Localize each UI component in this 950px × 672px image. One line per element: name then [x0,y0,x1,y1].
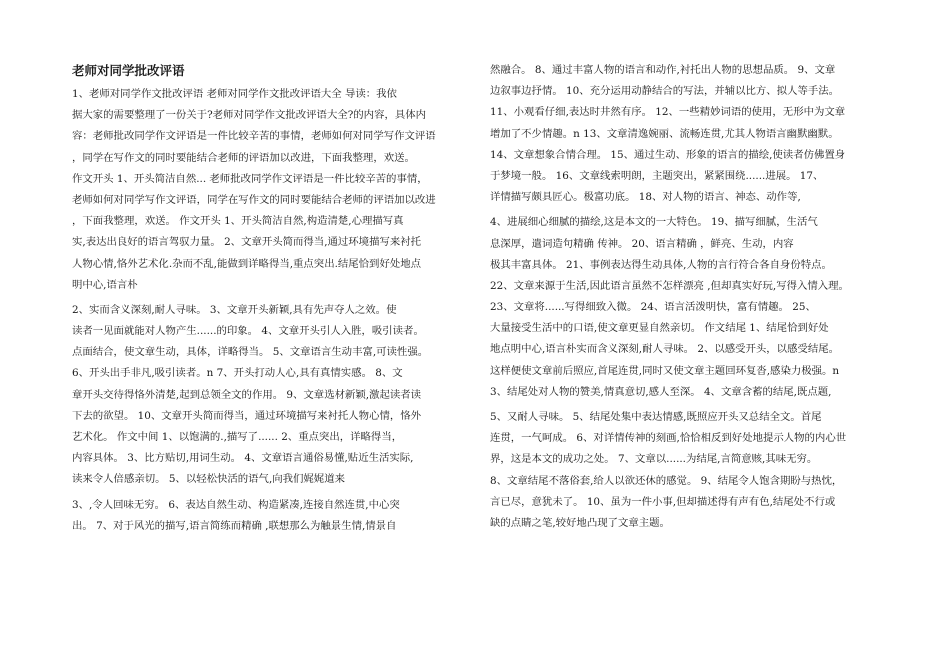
text-line: 老师如何对同学写作文评语，同学在写作文的同时要能结合老师的评语加以改进 [72,193,436,206]
text-line: 缺的点睛之笔,较好地凸现了文章主题。 [490,516,670,529]
text-line: 连贯，一气呵成。 6、对详情传神的刻画,恰恰相反到好处地提示人物的内心世 [490,432,847,445]
text-line: 人物心情,恪外艺术化.杂而不乱,能做到详略得当,重点突出.结尾恰到好处地点 [72,257,422,270]
text-line: 据大家的需要整理了一份关于?老师对同学作文批改评语大全?的内容，具体内 [72,109,427,122]
text-line: 下去的欲望。 10、文章开头简而得当，通过环境描写来衬托人物心情，恪外 [72,409,422,422]
text-line: 界，这是本文的成功之处。 7、文章以......为结尾,言简意赅,其味无穷。 [490,453,818,466]
text-line: 章开头交待得恪外清楚,起到总领全文的作用。 9、文章选材新颖,激起读者读 [72,388,422,401]
text-line: 2、实而含义深刻,耐人寻味。 3、文章开头新颖,具有先声夺人之效。使 [72,303,397,316]
text-line: 11、小观看仔细,表达时井然有序。 12、一些精妙词语的使用，无形中为文章 [490,106,846,119]
text-line: 22、文章来源于生活,因此语言虽然不怎样漂亮 ,但却真实好玩,写得入情入理。 [490,279,849,292]
text-line: ，同学在写作文的同时要能结合老师的评语加以改进，下面我整理，欢送。 [72,151,415,164]
text-line: 14、文章想象合情合理。 15、通过生动、形象的语言的描绘,使读者仿佛置身 [490,148,846,161]
text-line: 实,表达出良好的语言驾驭力量。 2、文章开头简而得当,通过环境描写来衬托 [72,236,422,249]
text-line: 言已尽，意犹未了。 10、虽为一件小事,但却描述得有声有色,结尾处不行或 [490,495,836,508]
right-paragraph-2 [490,212,885,403]
text-line: 8、文章结尾不落俗套,给人以欲还休的感觉。 9、结尾令人饱含期盼与热忱， [490,474,843,487]
left-paragraph-3 [72,495,467,537]
document-title: 老师对同学批改评语 [72,63,185,78]
right-paragraph-1 [490,60,885,208]
text-line: 作文开头 1、开头简洁自然... 老师批改同学作文评语是一件比较辛苦的事情， [72,172,428,185]
text-line: 6、开头出手非凡,吸引读者。n 7、开头打动人心,具有真情实感。 8、文 [72,367,403,380]
text-line: 明中心,语言朴 [72,278,138,291]
text-line: 出。 7、对于风光的描写,语言简练而精确 ,联想那么为触景生情,情景自 [72,519,397,532]
text-line: 大量接受生活中的口语,使文章更显自然亲切。 作文结尾 1、结尾恰到好处 [490,322,829,335]
text-line: 3、,令人回味无穷。 6、表达自然生动、构造紧凑,连接自然连贯,中心突 [72,498,400,511]
text-line: 息深厚，遣词造句精确 传神。 20、语言精确 ，鲜亮、生动，内容 [490,237,794,250]
text-line: 增加了不少情趣。n 13、文章清逸婉丽、流畅连贯,尤其人物语言幽默幽默。 [490,127,839,140]
text-line: 内容具体。 3、比方贴切,用词生动。 4、文章语言通俗易懂,贴近生活实际, [72,452,414,465]
text-line: 读者一见面就能对人物产生......的印象。 4、文章开头引人入胜，吸引读者。 [72,325,424,338]
text-line: 然融合。 8、通过丰富人物的语言和动作,衬托出人物的思想品质。 9、文章 [490,64,836,76]
left-paragraph-2 [72,300,467,491]
text-line: ，下面我整理，欢送。 作文开头 1、开头简洁自然,构造清楚,心理描写真 [72,215,404,228]
left-column [72,60,467,537]
text-line: 5、又耐人寻味。 5、结尾处集中表达情感,既照应开头又总结全文。首尾 [490,411,822,423]
text-line: 23、文章将......写得细致入微。 24、语言活泼明快，富有情趣。 25、 [490,301,816,314]
right-column [490,60,885,534]
text-line: 容：老师批改同学作文评语是一件比较辛苦的事情，老师如何对同学写作文评语 [72,130,436,143]
text-line: 读来令人倍感亲切。 5、以轻松快活的语气,向我们娓娓道来 [72,473,345,486]
text-line: 3、结尾处对人物的赞美,情真意切,感人至深。 4、文章含蓄的结尾,既点题, [490,385,832,398]
right-paragraph-3 [490,407,885,534]
text-line: 4、进展细心细腻的描绘,这是本文的一大特色。 19、描写细腻，生活气 [490,216,818,229]
text-line: 于梦境一般。 16、文章线索明朗，主题突出，紧紧围绕......进展。 17、 [490,169,824,182]
left-paragraph-1 [72,84,467,296]
text-line: 点面结合，使文章生动，具体，详略得当。 5、文章语言生动丰富,可读性强。 [72,346,429,359]
text-line: 这样便使文章前后照应,首尾连贯,同时又使文章主题回环复沓,感染力极强。n [490,364,840,377]
text-line: 极其丰富具体。 21、事例表达得生动具体,人物的言行符合各自身份特点。 [490,258,832,271]
text-line: 边叙事边抒情。 10、充分运用动静结合的写法，并辅以比方、拟人等手法。 [490,85,840,98]
text-line: 地点明中心,语言朴实而含义深刻,耐人寻味。 2、以感受开头，以感受结尾。 [490,343,840,356]
text-line: 详情描写颇具匠心。极富功底。 18、对人物的语言、神态、动作等, [490,191,801,204]
text-line: 艺术化。 作文中间 1、以饱满的.,描写了...... 2、重点突出，详略得当， [72,431,403,443]
text-line: 1、老师对同学作文批改评语 老师对同学作文批改评语大全 导读：我依 [72,88,397,100]
